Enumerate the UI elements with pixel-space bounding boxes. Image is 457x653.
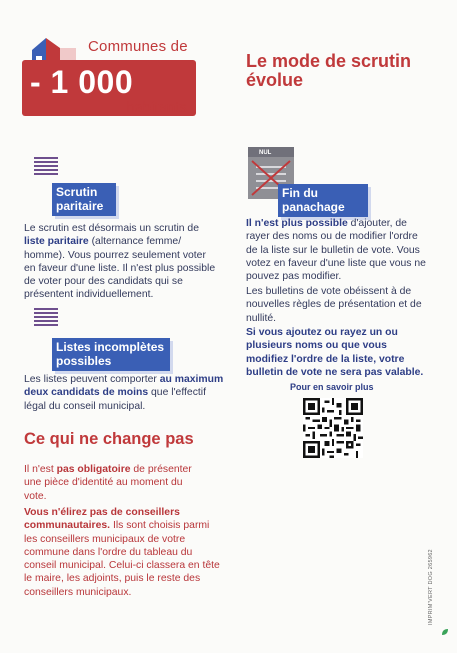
fin-panachage-tag: Fin du panachage xyxy=(278,184,368,217)
scrutin-paritaire-tag: Scrutin paritaire xyxy=(52,183,116,216)
stripes-icon xyxy=(34,308,58,326)
habitants-label: habitants xyxy=(126,99,187,116)
scrutin-paritaire-text: Le scrutin est désormais un scrutin de liste paritaire (alternance femme/ homme). Vous pourrez seulement voter en faveur d'une liste. Il n'est plus possible de voter pour des candidats qui se présentent individuellement. xyxy=(24,223,216,301)
identity-text: Il n'est pas obligatoire de présenter une pièce d'identité au moment du vote. xyxy=(24,464,192,502)
stripes-icon xyxy=(34,157,58,175)
listes-incompletes-text: Les listes peuvent comporter au maximum deux candidats de moins que l'effectif légal du conseil municipal. xyxy=(24,374,224,412)
population-count: - 1 000 xyxy=(30,64,134,100)
leaf-icon xyxy=(441,628,449,636)
warning-text: Si vous ajoutez ou rayez un ou plusieurs noms ou que vous modifiez l'ordre de la liste, votre bulletin de vote ne sera pas valable. xyxy=(246,327,424,378)
communes-de-label: Communes de xyxy=(88,38,188,55)
bulletins-text: Les bulletins de vote obéissent à de nouvelles règles de présentation et de nullité. xyxy=(246,286,422,324)
fin-panachage-text: Il n'est plus possible d'ajouter, de rayer des noms ou de modifier l'ordre de la liste sur le bulletin de vote. Vous votez en faveur d'une liste que vous ne pouvez pas modifier. xyxy=(246,218,426,283)
listes-incompletes-tag: Listes incomplètes possibles xyxy=(52,338,170,371)
imprimvert-label: IMPRIM'VERT DOG 265962 xyxy=(428,549,434,625)
qr-code[interactable] xyxy=(303,398,363,458)
more-info-label: Pour en savoir plus xyxy=(290,382,374,392)
ce-qui-ne-change-pas-title: Ce qui ne change pas xyxy=(24,430,194,448)
conseillers-text: Vous n'élirez pas de conseillers communautaires. Ils sont choisis parmi les conseillers municipaux de votre commune dans l'ordre du tableau du conseil municipal. Celui-ci classera en tête le maire, les adjoints, puis le reste des conseillers municipaux. xyxy=(24,507,220,598)
page-title: Le mode de scrutin évolue xyxy=(246,51,412,90)
nul-label: NUL xyxy=(259,150,272,156)
